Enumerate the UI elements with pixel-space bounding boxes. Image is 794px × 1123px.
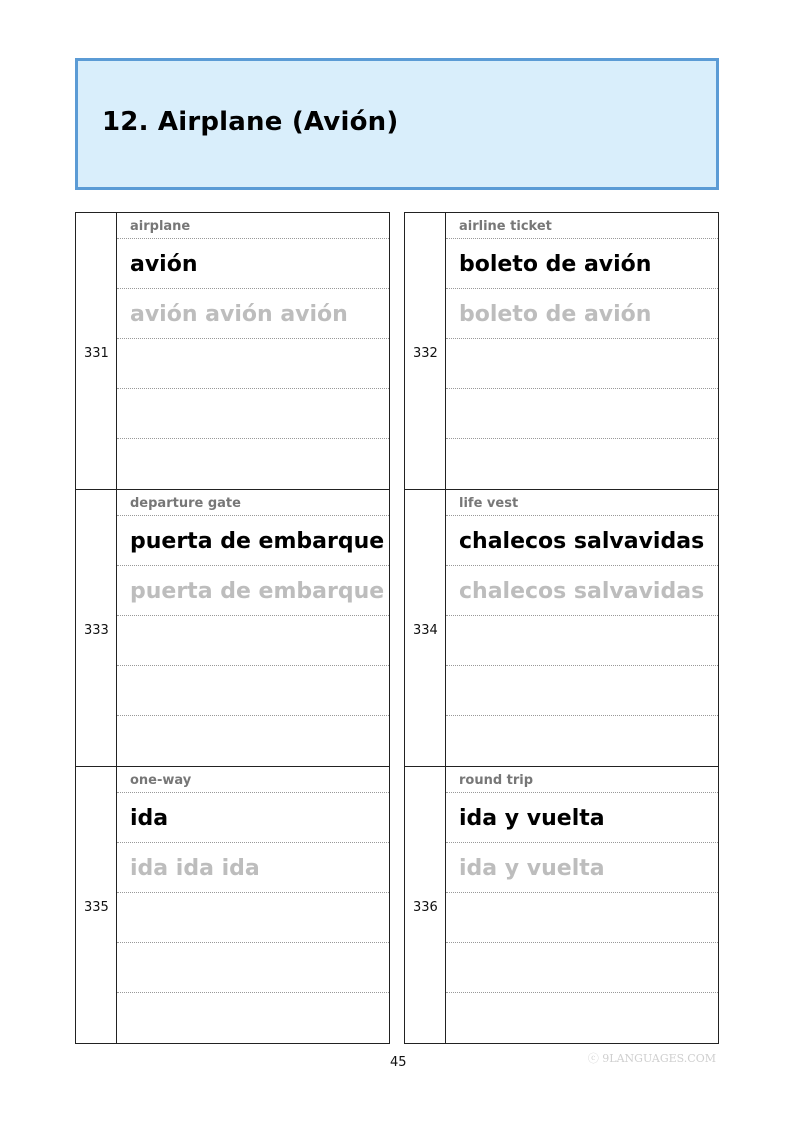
entry-number: 334	[413, 623, 438, 638]
practice-line	[446, 893, 718, 943]
practice-line	[117, 993, 389, 1042]
copyright-text: ⓒ 9LANGUAGES.COM	[587, 1052, 716, 1065]
practice-line	[117, 616, 389, 666]
practice-lines	[117, 490, 389, 767]
tracing-word: boleto de avión	[459, 302, 652, 327]
practice-line	[117, 389, 389, 439]
practice-line	[446, 389, 718, 439]
english-label: airline ticket	[459, 219, 552, 234]
tracing-word: avión avión avión	[130, 302, 348, 327]
left-column	[75, 212, 390, 1044]
tracing-word: chalecos salvavidas	[459, 579, 705, 604]
practice-lines	[446, 767, 718, 1044]
practice-line	[117, 716, 389, 765]
vocab-entry	[76, 213, 389, 490]
practice-line	[117, 666, 389, 716]
practice-lines	[117, 213, 389, 490]
spanish-word: avión	[130, 252, 198, 277]
entry-number: 332	[413, 346, 438, 361]
page-number: 45	[390, 1055, 407, 1070]
number-cell	[76, 490, 117, 767]
practice-line	[117, 439, 389, 488]
practice-line	[117, 893, 389, 943]
entry-number: 333	[84, 623, 109, 638]
practice-lines	[446, 490, 718, 767]
english-label: airplane	[130, 219, 191, 234]
right-column	[404, 212, 719, 1044]
english-label: one-way	[130, 773, 192, 788]
vocab-entry	[405, 213, 718, 490]
practice-line	[117, 943, 389, 993]
practice-line	[446, 993, 718, 1042]
number-cell	[405, 767, 446, 1044]
vocab-entry	[405, 490, 718, 767]
practice-line	[446, 943, 718, 993]
number-cell	[405, 213, 446, 490]
tracing-word: ida y vuelta	[459, 856, 605, 881]
entry-number: 331	[84, 346, 109, 361]
practice-lines	[446, 213, 718, 490]
spanish-word: puerta de embarque	[130, 529, 385, 554]
title-box	[75, 58, 719, 190]
tracing-word: puerta de embarque	[130, 579, 385, 604]
number-cell	[76, 213, 117, 490]
entry-number: 335	[84, 900, 109, 915]
number-cell	[76, 767, 117, 1044]
english-label: life vest	[459, 496, 519, 511]
practice-line	[446, 716, 718, 765]
practice-lines	[117, 767, 389, 1044]
vocab-entry	[76, 490, 389, 767]
entry-number: 336	[413, 900, 438, 915]
practice-line	[446, 666, 718, 716]
practice-line	[446, 339, 718, 389]
practice-line	[446, 616, 718, 666]
tracing-word: ida ida ida	[130, 856, 260, 881]
spanish-word: ida y vuelta	[459, 806, 605, 831]
number-cell	[405, 490, 446, 767]
vocab-entry	[76, 767, 389, 1044]
english-label: departure gate	[130, 496, 241, 511]
vocab-entry	[405, 767, 718, 1044]
page-title: 12. Airplane (Avión)	[102, 107, 399, 137]
spanish-word: ida	[130, 806, 169, 831]
vocabulary-grid	[75, 212, 717, 1043]
english-label: round trip	[459, 773, 534, 788]
spanish-word: chalecos salvavidas	[459, 529, 705, 554]
spanish-word: boleto de avión	[459, 252, 652, 277]
practice-line	[117, 339, 389, 389]
practice-line	[446, 439, 718, 488]
